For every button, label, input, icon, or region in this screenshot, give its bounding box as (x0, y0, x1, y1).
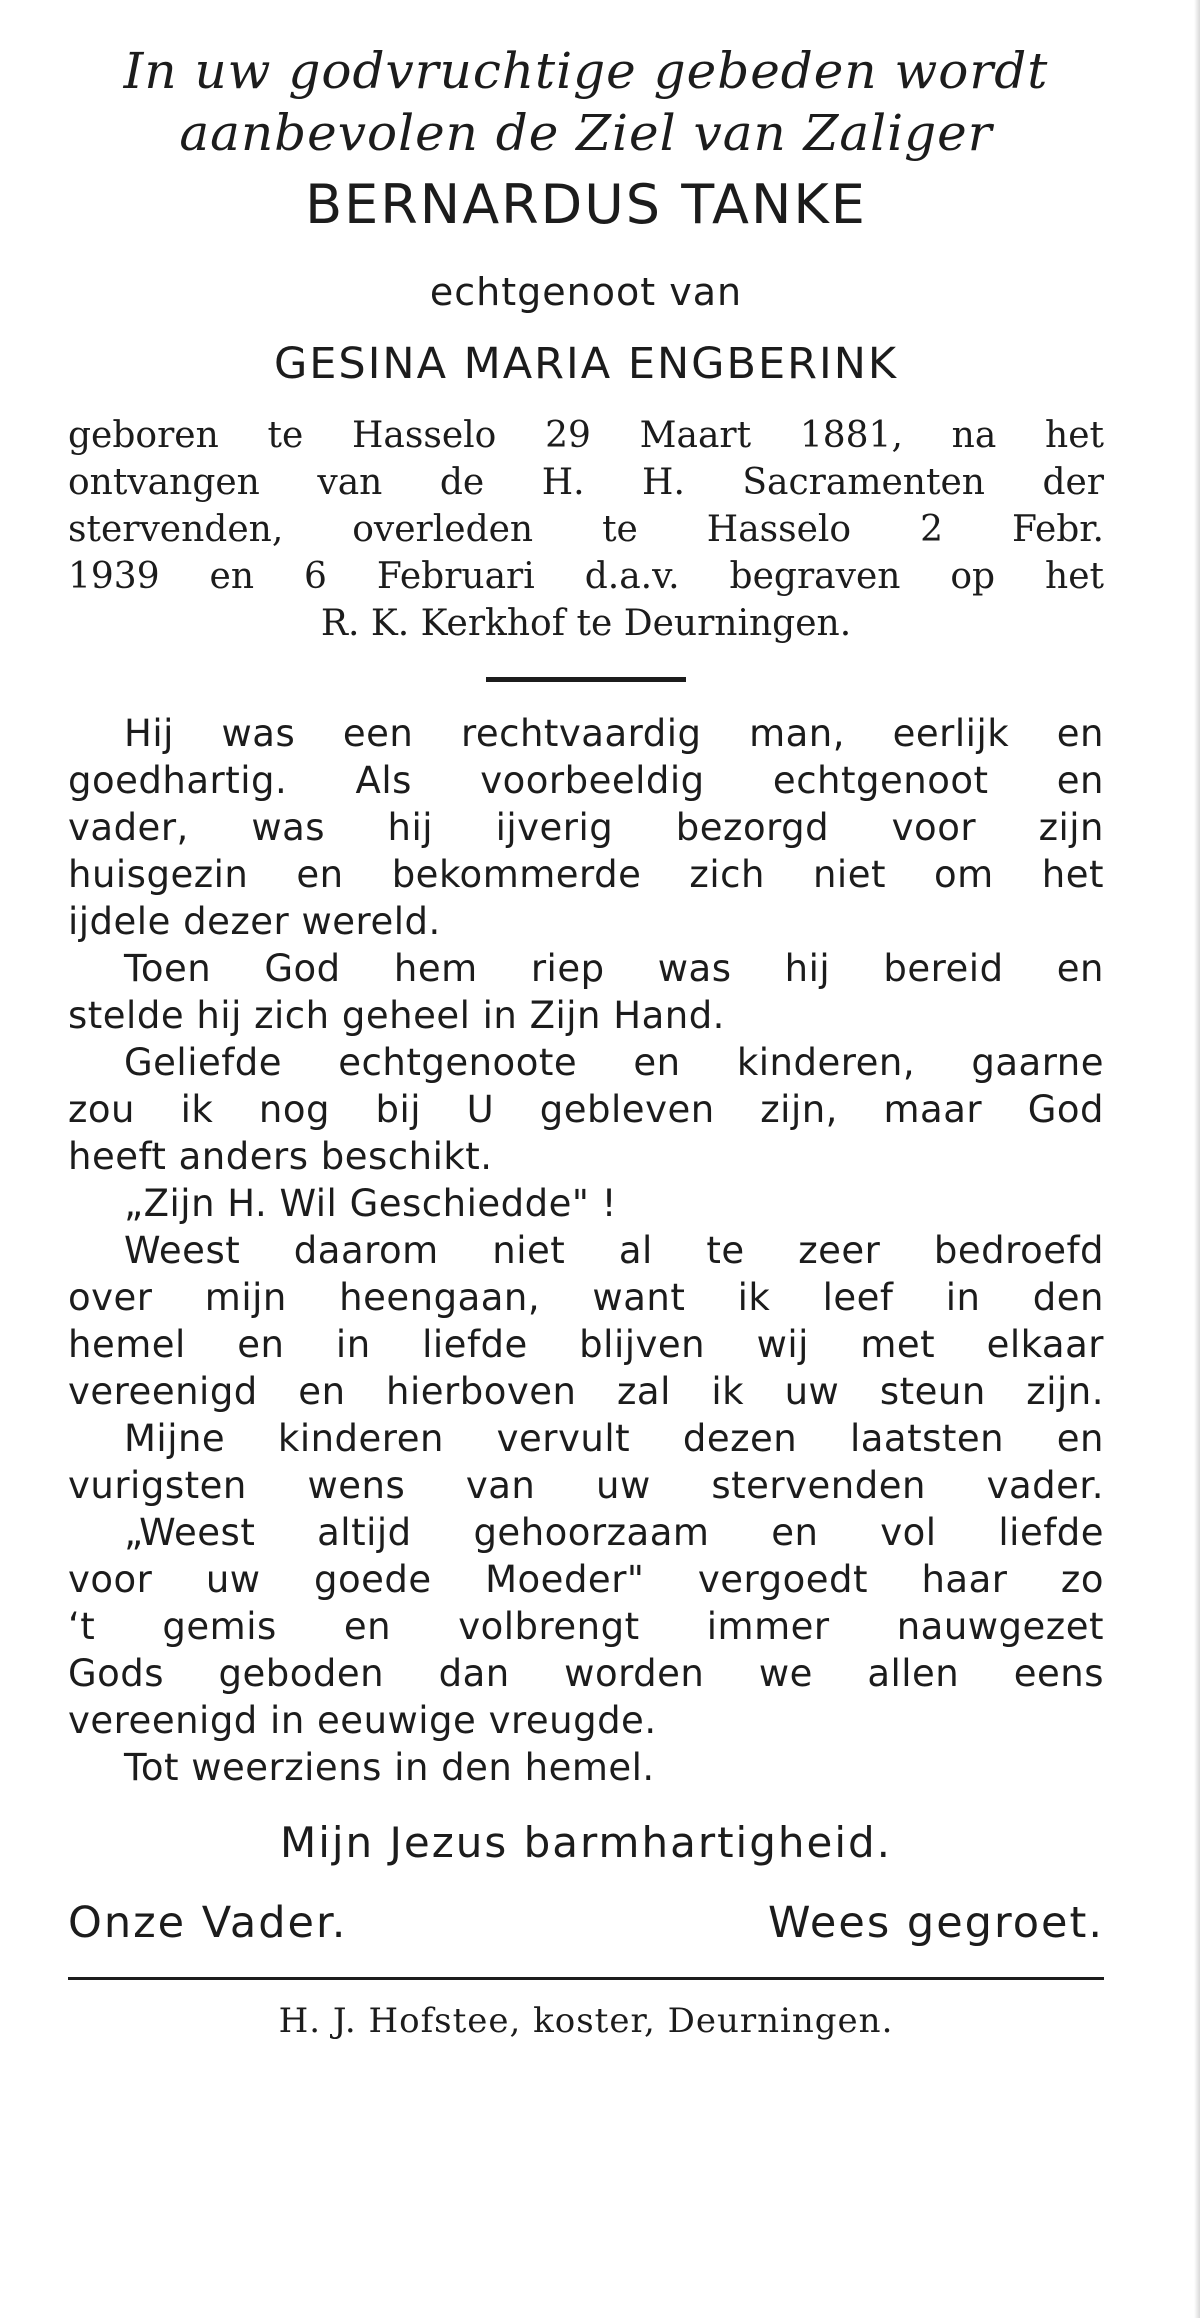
details-line-1: geboren te Hasselo 29 Maart 1881, na het (68, 415, 1104, 456)
body-line: „Zijn H. Wil Geschiedde" ! (124, 1182, 617, 1225)
memorial-text (68, 710, 1104, 1791)
body-line: vader, was hij ijverig bezorgd voor zijn (68, 806, 1104, 849)
body-line: Tot weerziens in den hemel. (124, 1746, 655, 1789)
body-line: zou ik nog bij U gebleven zijn, maar God (68, 1088, 1104, 1131)
body-line: ijdele dezer wereld. (68, 900, 441, 943)
life-details (68, 412, 1104, 647)
details-line-5: R. K. Kerkhof te Deurningen. (320, 603, 852, 644)
body-line: Gods geboden dan worden we allen eens (68, 1652, 1104, 1695)
spouse-label: echtgenoot van (429, 270, 743, 314)
body-line: stelde hij zich geheel in Zijn Hand. (68, 994, 725, 1037)
ejaculation-prayer: Mijn Jezus barmhartigheid. (279, 1818, 893, 1867)
body-line: hemel en in liefde blijven wij met elkaar (68, 1323, 1104, 1366)
body-line: heeft anders beschikt. (68, 1135, 493, 1178)
divider-short (486, 677, 686, 682)
details-line-3: stervenden, overleden te Hasselo 2 Febr. (68, 509, 1104, 550)
body-line: Hij was een rechtvaardig man, eerlijk en (124, 712, 1104, 755)
prayer-hail-mary: Wees gegroet. (767, 1898, 1104, 1948)
details-line-2: ontvangen van de H. H. Sacramenten der (68, 462, 1104, 503)
prayer-our-father: Onze Vader. (68, 1898, 348, 1948)
body-line: goedhartig. Als voorbeeldig echtgenoot en (68, 759, 1104, 802)
body-line: voor uw goede Moeder" vergoedt haar zo (68, 1558, 1104, 1601)
scan-edge-shadow (1194, 0, 1200, 2318)
body-line: ‘t gemis en volbrengt immer nauwgezet (68, 1605, 1104, 1648)
body-line: Geliefde echtgenoote en kinderen, gaarne (124, 1041, 1104, 1084)
spouse-name: GESINA MARIA ENGBERINK (273, 339, 899, 389)
divider-long (68, 1977, 1104, 1980)
memorial-card (68, 40, 1104, 2046)
details-line-4: 1939 en 6 Februari d.a.v. begraven op het (68, 556, 1104, 597)
body-line: huisgezin en bekommerde zich niet om het (68, 853, 1104, 896)
body-line: „Weest altijd gehoorzaam en vol liefde (124, 1511, 1104, 1554)
intro-line-1: In uw godvruchtige gebeden wordt (123, 42, 1049, 100)
body-line: Toen God hem riep was hij bereid en (124, 947, 1104, 990)
intro-text (68, 40, 1104, 164)
body-line: over mijn heengaan, want ik leef in den (68, 1276, 1104, 1319)
intro-line-2: aanbevolen de Ziel van Zaliger (179, 104, 993, 162)
body-line: vereenigd in eeuwige vreugde. (68, 1699, 657, 1742)
deceased-name: BERNARDUS TANKE (305, 173, 867, 236)
body-line: Weest daarom niet al te zeer bedroefd (124, 1229, 1104, 1272)
body-line: Mijne kinderen vervult dezen laatsten en (124, 1417, 1104, 1460)
body-line: vereenigd en hierboven zal ik uw steun zijn. (68, 1370, 1104, 1413)
body-line: vurigsten wens van uw stervenden vader. (68, 1464, 1104, 1507)
printer-credit: H. J. Hofstee, koster, Deurningen. (278, 2001, 894, 2041)
prayer-row (68, 1893, 1104, 1953)
